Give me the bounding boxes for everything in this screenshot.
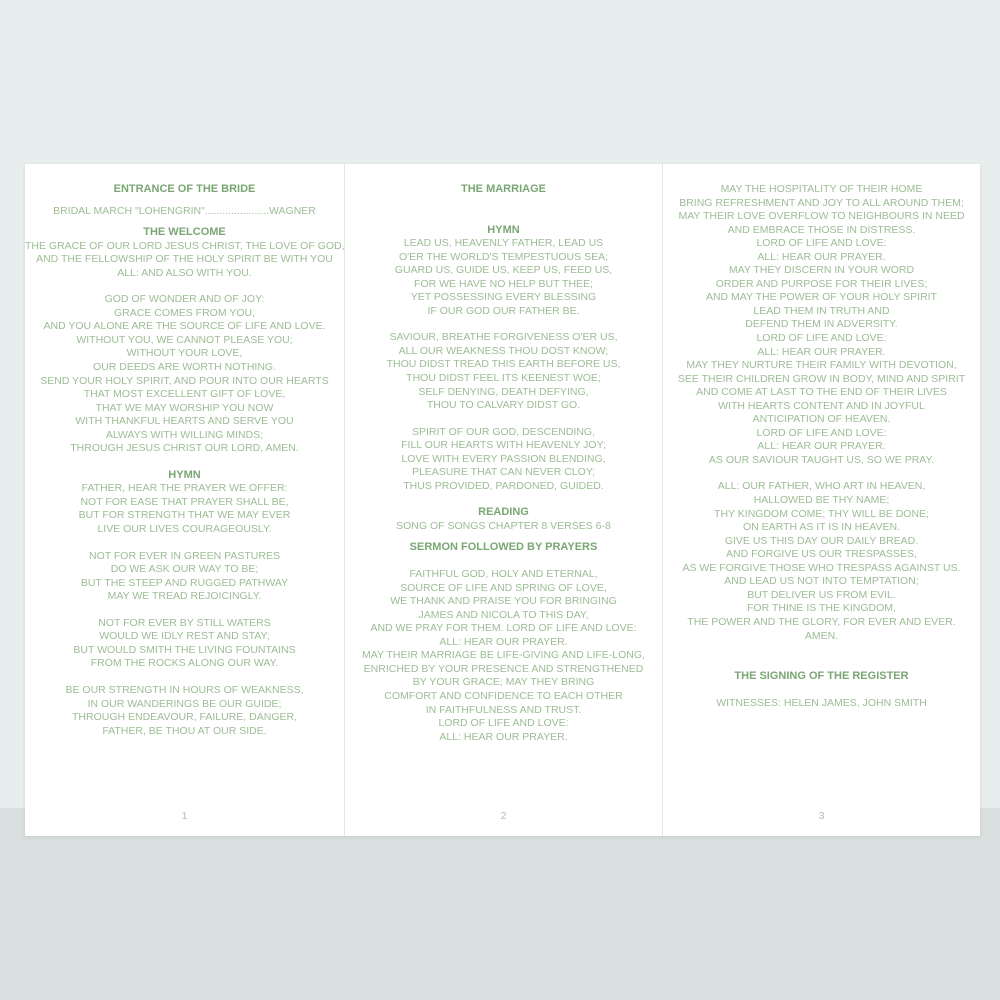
reading-text: SONG OF SONGS CHAPTER 8 VERSES 6-8: [396, 519, 611, 532]
text-line: ALL OUR WEAKNESS THOU DOST KNOW;: [398, 344, 609, 357]
text-line: AND WE PRAY FOR THEM. LORD OF LIFE AND LOVE:: [370, 622, 637, 635]
text-line: BUT DELIVER US FROM EVIL.: [747, 588, 896, 601]
text-line: MAY THEIR MARRIAGE BE LIFE-GIVING AND LIFE-LONG,: [362, 649, 645, 662]
text-line: ALL: HEAR OUR PRAYER.: [757, 250, 886, 263]
text-line: GOD OF WONDER AND OF JOY:: [104, 293, 265, 306]
text-line: ANTICIPATION OF HEAVEN.: [752, 413, 891, 426]
text-line: FILL OUR HEARTS WITH HEAVENLY JOY;: [401, 439, 606, 452]
text-line: AND MAY THE POWER OF YOUR HOLY SPIRIT: [705, 291, 938, 304]
page-number: 1: [181, 810, 188, 823]
text-line: LORD OF LIFE AND LOVE:: [756, 426, 887, 439]
text-line: GIVE US THIS DAY OUR DAILY BREAD.: [724, 534, 919, 547]
continued-prayers: [663, 183, 980, 467]
text-line: YET POSSESSING EVERY BLESSING: [410, 291, 597, 304]
text-line: THY KINGDOM COME; THY WILL BE DONE;: [714, 507, 929, 520]
text-line: SELF DENYING, DEATH DEFYING,: [418, 385, 589, 398]
text-line: PLEASURE THAT CAN NEVER CLOY;: [411, 466, 596, 479]
text-line: SAVIOUR, BREATHE FORGIVENESS O'ER US,: [389, 331, 618, 344]
text-line: AND EMBRACE THOSE IN DISTRESS.: [727, 223, 916, 236]
text-line: THOU DIDST FEEL ITS KEENEST WOE;: [406, 372, 601, 385]
text-line: NOT FOR EVER IN GREEN PASTURES: [89, 549, 280, 562]
text-line: WE THANK AND PRAISE YOU FOR BRINGING: [390, 595, 617, 608]
text-line: ALL: OUR FATHER, WHO ART IN HEAVEN,: [717, 480, 926, 493]
text-line: THAT WE MAY WORSHIP YOU NOW: [95, 401, 274, 414]
text-line: THOU TO CALVARY DIDST GO.: [426, 399, 581, 412]
text-line: ALL: AND ALSO WITH YOU.: [117, 266, 252, 279]
text-line: ALL: HEAR OUR PRAYER.: [757, 440, 886, 453]
text-line: FOR THINE IS THE KINGDOM,: [747, 602, 896, 615]
text-line: WITH THANKFUL HEARTS AND SERVE YOU: [75, 415, 294, 428]
text-line: GRACE COMES FROM YOU,: [114, 306, 255, 319]
text-line: ALL: HEAR OUR PRAYER.: [439, 730, 568, 743]
page-number: 2: [500, 810, 507, 823]
text-line: SEE THEIR CHILDREN GROW IN BODY, MIND AND SPIRIT: [677, 372, 966, 385]
text-line: FATHER, BE THOU AT OUR SIDE.: [102, 724, 267, 737]
hymn-verse: [25, 550, 344, 604]
marriage-prayers: [345, 568, 662, 744]
text-line: FAITHFUL GOD, HOLY AND ETERNAL,: [409, 568, 598, 581]
lords-prayer: [663, 480, 980, 643]
text-line: MAY THEY NURTURE THEIR FAMILY WITH DEVOTION,: [686, 359, 957, 372]
witnesses-line: WITNESSES: HELEN JAMES, JOHN SMITH: [716, 696, 927, 709]
text-line: LORD OF LIFE AND LOVE:: [438, 717, 569, 730]
text-line: THE GRACE OF OUR LORD JESUS CHRIST, THE LOVE OF GOD,: [25, 239, 345, 252]
text-line: IN FAITHFULNESS AND TRUST.: [425, 703, 582, 716]
page-1: [25, 164, 344, 836]
text-line: BUT FOR STRENGTH THAT WE MAY EVER: [78, 509, 291, 522]
text-line: WITHOUT YOU, WE CANNOT PLEASE YOU;: [76, 333, 293, 346]
text-line: LORD OF LIFE AND LOVE:: [756, 237, 887, 250]
opening-prayer: [25, 293, 344, 456]
order-of-service-booklet: [25, 164, 980, 836]
text-line: BUT WOULD SMITH THE LIVING FOUNTAINS: [73, 643, 296, 656]
text-line: IF OUR GOD OUR FATHER BE.: [427, 304, 580, 317]
text-line: FOR WE HAVE NO HELP BUT THEE;: [414, 277, 593, 290]
text-line: AMEN.: [804, 629, 839, 642]
text-line: SOURCE OF LIFE AND SPRING OF LOVE,: [400, 581, 607, 594]
text-line: SPIRIT OF OUR GOD, DESCENDING,: [412, 425, 595, 438]
text-line: THAT MOST EXCELLENT GIFT OF LOVE,: [83, 388, 286, 401]
hymn-verse: [345, 331, 662, 412]
text-line: WITHOUT YOUR LOVE,: [126, 347, 243, 360]
text-line: LOVE WITH EVERY PASSION BLENDING,: [401, 452, 606, 465]
text-line: THE POWER AND THE GLORY, FOR EVER AND EVER.: [687, 615, 956, 628]
text-line: AND LEAD US NOT INTO TEMPTATION;: [724, 575, 919, 588]
text-line: MAY THE HOSPITALITY OF THEIR HOME: [720, 183, 923, 195]
text-line: COMFORT AND CONFIDENCE TO EACH OTHER: [384, 689, 623, 702]
text-line: ORDER AND PURPOSE FOR THEIR LIVES;: [715, 277, 928, 290]
text-line: LEAD THEM IN TRUTH AND: [753, 304, 890, 317]
text-line: THUS PROVIDED, PARDONED, GUIDED.: [403, 479, 604, 492]
text-line: JAMES AND NICOLA TO THIS DAY,: [418, 608, 589, 621]
text-line: GUARD US, GUIDE US, KEEP US, FEED US,: [394, 264, 613, 277]
text-line: BRING REFRESHMENT AND JOY TO ALL AROUND THEM;: [679, 196, 964, 209]
text-line: HALLOWED BE THY NAME;: [753, 494, 890, 507]
text-line: ALL: HEAR OUR PRAYER.: [439, 635, 568, 648]
text-line: WOULD WE IDLY REST AND STAY;: [99, 630, 270, 643]
hymn-verse: [345, 426, 662, 494]
hymn-heading: HYMN: [487, 223, 520, 236]
text-line: THOU DIDST TREAD THIS EARTH BEFORE US,: [386, 358, 621, 371]
text-line: FROM THE ROCKS ALONG OUR WAY.: [90, 657, 279, 670]
welcome-heading: THE WELCOME: [143, 226, 226, 239]
text-line: WITH HEARTS CONTENT AND IN JOYFUL: [718, 399, 925, 412]
text-line: ON EARTH AS IT IS IN HEAVEN.: [743, 521, 900, 534]
text-line: AND FORGIVE US OUR TRESPASSES,: [726, 548, 917, 561]
welcome-text: [25, 240, 344, 281]
text-line: ENRICHED BY YOUR PRESENCE AND STRENGTHENED: [363, 662, 644, 675]
entrance-heading: ENTRANCE OF THE BRIDE: [113, 183, 256, 195]
bridal-march-line: BRIDAL MARCH "LOHENGRIN"......................WAGNER: [53, 204, 316, 217]
text-line: THROUGH JESUS CHRIST OUR LORD, AMEN.: [70, 442, 299, 455]
text-line: BY YOUR GRACE; MAY THEY BRING: [412, 676, 595, 689]
text-line: LORD OF LIFE AND LOVE:: [756, 332, 887, 345]
text-line: O'ER THE WORLD'S TEMPESTUOUS SEA;: [399, 250, 608, 263]
hymn-heading: HYMN: [168, 468, 201, 481]
sermon-heading: SERMON FOLLOWED BY PRAYERS: [409, 541, 598, 554]
hymn-verse: [345, 237, 662, 318]
text-line: OUR DEEDS ARE WORTH NOTHING.: [93, 361, 276, 374]
text-line: SEND YOUR HOLY SPIRIT, AND POUR INTO OUR HEARTS: [40, 374, 329, 387]
reading-heading: READING: [478, 506, 529, 519]
page-3: [662, 164, 980, 836]
text-line: BE OUR STRENGTH IN HOURS OF WEAKNESS,: [65, 683, 304, 696]
page-number: 3: [818, 810, 825, 823]
text-line: LIVE OUR LIVES COURAGEOUSLY.: [97, 523, 272, 536]
text-line: MAY THEIR LOVE OVERFLOW TO NEIGHBOURS IN NEED: [678, 210, 965, 223]
text-line: LEAD US, HEAVENLY FATHER, LEAD US: [403, 237, 604, 250]
text-line: AND COME AT LAST TO THE END OF THEIR LIVES: [696, 386, 947, 399]
text-line: MAY THEY DISCERN IN YOUR WORD: [728, 264, 915, 277]
text-line: AND THE FELLOWSHIP OF THE HOLY SPIRIT BE WITH YOU: [36, 253, 333, 266]
hymn-verse: [25, 482, 344, 536]
hymn-verse: [25, 684, 344, 738]
page-2: [344, 164, 662, 836]
text-line: FATHER, HEAR THE PRAYER WE OFFER:: [81, 482, 288, 495]
text-line: AND YOU ALONE ARE THE SOURCE OF LIFE AND LOVE.: [43, 320, 326, 333]
text-line: MAY WE TREAD REJOICINGLY.: [107, 590, 262, 603]
text-line: DO WE ASK OUR WAY TO BE;: [110, 563, 259, 576]
hymn-verse: [25, 617, 344, 671]
text-line: AS WE FORGIVE THOSE WHO TRESPASS AGAINST US.: [682, 561, 961, 574]
text-line: ALWAYS WITH WILLING MINDS;: [105, 428, 264, 441]
text-line: DEFEND THEM IN ADVERSITY.: [745, 318, 898, 331]
text-line: IN OUR WANDERINGS BE OUR GUIDE;: [87, 697, 282, 710]
text-line: ALL: HEAR OUR PRAYER.: [757, 345, 886, 358]
text-line: THROUGH ENDEAVOUR, FAILURE, DANGER,: [71, 711, 297, 724]
text-line: BUT THE STEEP AND RUGGED PATHWAY: [80, 576, 289, 589]
text-line: NOT FOR EVER BY STILL WATERS: [98, 616, 271, 629]
text-line: AS OUR SAVIOUR TAUGHT US, SO WE PRAY.: [708, 453, 935, 466]
register-heading: THE SIGNING OF THE REGISTER: [734, 670, 909, 683]
marriage-heading: THE MARRIAGE: [461, 183, 546, 195]
text-line: NOT FOR EASE THAT PRAYER SHALL BE,: [80, 495, 289, 508]
